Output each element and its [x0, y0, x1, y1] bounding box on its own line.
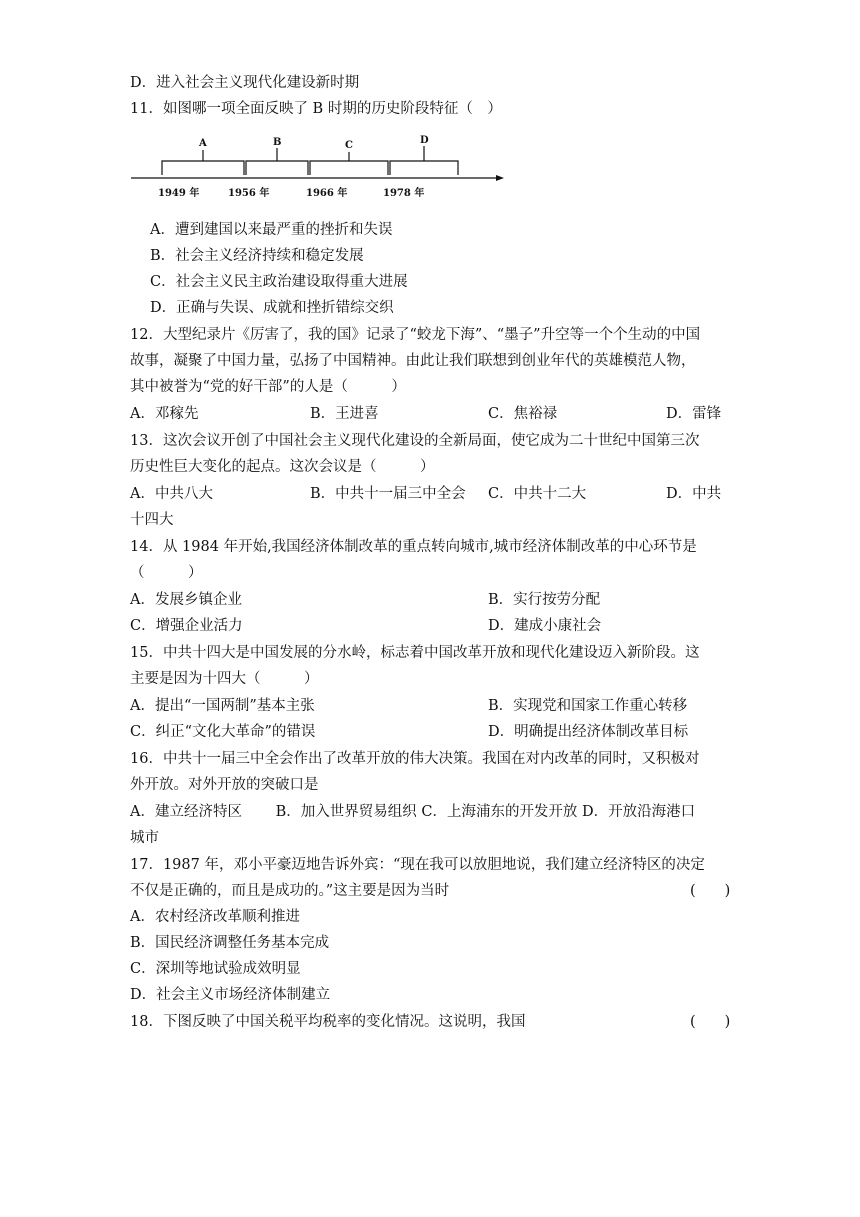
q13-option-a: A．中共八大	[130, 486, 213, 502]
q11-option-b: B．社会主义经济持续和稳定发展	[150, 248, 364, 264]
q15-option-c: C．纠正“文化大革命”的错误	[130, 724, 316, 740]
year-label-1966: 1966 年	[306, 188, 348, 199]
year-label-1978: 1978 年	[383, 188, 425, 199]
q11-option-a: A．遭到建国以来最严重的挫折和失误	[150, 222, 393, 238]
q12-option-d: D．雷锋	[666, 406, 722, 422]
q15-stem-line-2: 主要是因为十四大（ ）	[130, 671, 319, 687]
q16-stem-line-1: 16．中共十一届三中全会作出了改革开放的伟大决策。我国在对内改革的同时，又积极对	[130, 751, 700, 767]
q11-option-c: C．社会主义民主政治建设取得重大进展	[150, 274, 408, 290]
q15-option-a: A．提出“一国两制”基本主张	[130, 698, 315, 714]
q14-option-d: D．建成小康社会	[488, 618, 602, 634]
q17-answer-blank: ( )	[690, 883, 731, 899]
q17-stem-line-1: 17．1987 年，邓小平豪迈地告诉外宾：“现在我可以放胆地说，我们建立经济特区的决定	[130, 857, 705, 873]
q18-stem: 18．下图反映了中国关税平均税率的变化情况。这说明，我国	[130, 1014, 526, 1030]
q11-option-d: D．正确与失误、成就和挫折错综交织	[150, 300, 394, 316]
q13-option-d-continued: 十四大	[130, 512, 174, 528]
q13-stem-line-1: 13．这次会议开创了中国社会主义现代化建设的全新局面，使它成为二十世纪中国第三次	[130, 433, 700, 449]
q12-stem-line-3: 其中被誉为“党的好干部”的人是（ ）	[130, 379, 406, 395]
q14-option-a: A．发展乡镇企业	[130, 592, 242, 608]
q17-stem-line-2: 不仅是正确的，而且是成功的。”这主要是因为当时	[130, 883, 450, 899]
q13-option-b: B．中共十一届三中全会	[310, 486, 466, 502]
period-label-c: C	[345, 140, 353, 151]
period-label-b: B	[273, 137, 282, 148]
q17-option-a: A．农村经济改革顺利推进	[130, 909, 300, 925]
q16-options: A．建立经济特区 B．加入世界贸易组织 C．上海浦东的开发开放 D．开放沿海港口	[130, 804, 696, 820]
q10-option-d: D．进入社会主义现代化建设新时期	[130, 75, 360, 91]
q14-stem-line-2: （ ）	[130, 565, 203, 581]
year-label-1956: 1956 年	[228, 188, 270, 199]
period-label-d: D	[420, 135, 429, 146]
q13-option-c: C．中共十二大	[488, 486, 587, 502]
q17-option-b: B．国民经济调整任务基本完成	[130, 935, 330, 951]
q13-option-d: D．中共	[666, 486, 722, 502]
timeline-figure	[128, 128, 508, 208]
q12-option-c: C．焦裕禄	[488, 406, 558, 422]
q14-stem-line-1: 14．从 1984 年开始,我国经济体制改革的重点转向城市,城市经济体制改革的中心环节是	[130, 539, 697, 555]
q17-option-d: D．社会主义市场经济体制建立	[130, 987, 331, 1003]
q11-stem: 11．如图哪一项全面反映了 B 时期的历史阶段特征（ ）	[130, 101, 502, 117]
q12-stem-line-2: 故事，凝聚了中国力量，弘扬了中国精神。由此让我们联想到创业年代的英雄模范人物，	[130, 353, 696, 369]
q13-stem-line-2: 历史性巨大变化的起点。这次会议是（ ）	[130, 459, 435, 475]
q17-option-c: C．深圳等地试验成效明显	[130, 961, 301, 977]
q16-option-d-continued: 城市	[130, 830, 159, 846]
q12-stem-line-1: 12．大型纪录片《厉害了，我的国》记录了“蛟龙下海”、“墨子”升空等一个个生动的中国	[130, 327, 701, 343]
q18-answer-blank: ( )	[690, 1014, 731, 1030]
q14-option-b: B．实行按劳分配	[488, 592, 601, 608]
q14-option-c: C．增强企业活力	[130, 618, 243, 634]
q15-stem-line-1: 15．中共十四大是中国发展的分水岭，标志着中国改革开放和现代化建设迈入新阶段。这	[130, 645, 700, 661]
q15-option-b: B．实现党和国家工作重心转移	[488, 698, 688, 714]
q15-option-d: D．明确提出经济体制改革目标	[488, 724, 689, 740]
q12-option-b: B．王进喜	[310, 406, 379, 422]
year-label-1949: 1949 年	[158, 188, 200, 199]
period-label-a: A	[199, 138, 207, 149]
q12-option-a: A．邓稼先	[130, 406, 199, 422]
q16-stem-line-2: 外开放。对外开放的突破口是	[130, 777, 319, 793]
